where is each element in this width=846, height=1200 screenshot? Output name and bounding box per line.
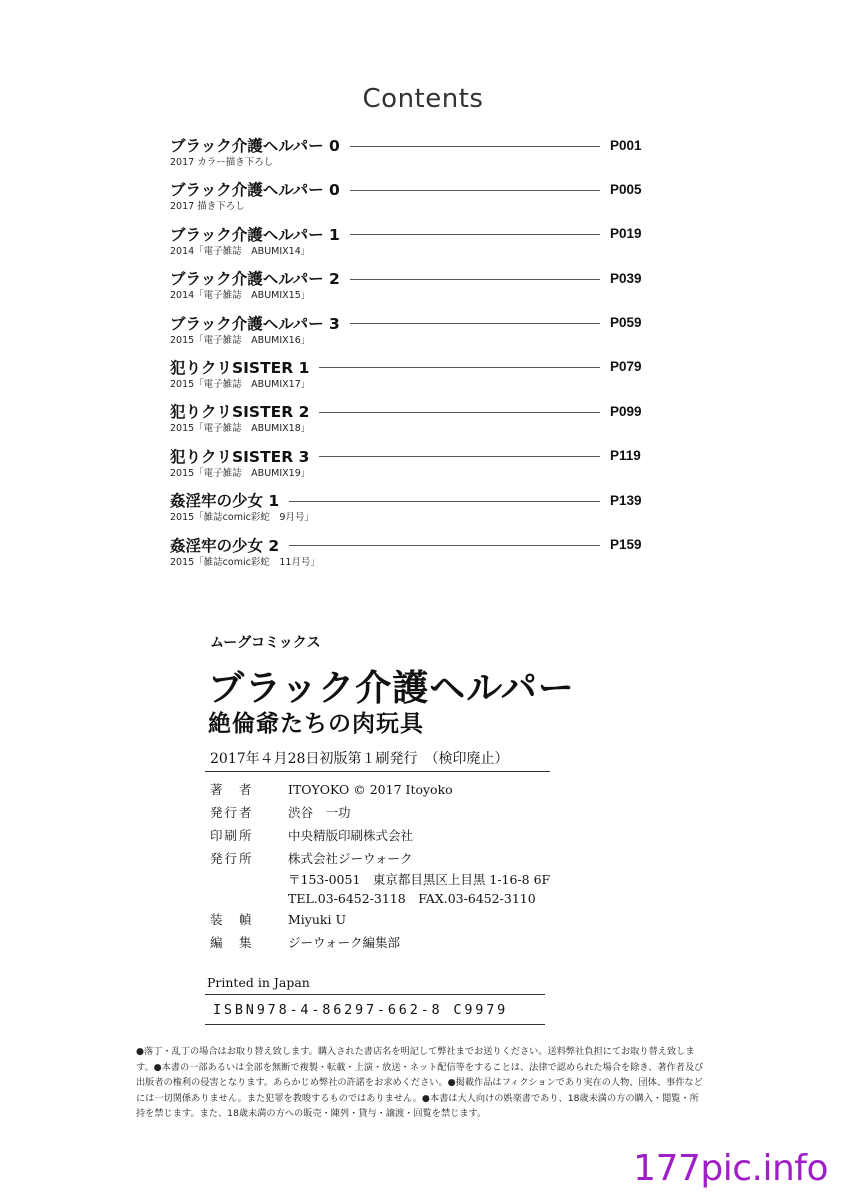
toc-leader-line [319, 367, 600, 368]
toc-heading-row [170, 312, 660, 334]
credit-key: 発行者 [210, 805, 254, 820]
toc-title: ブラック介護ヘルパー 3 [170, 314, 340, 333]
credit-row [210, 847, 630, 870]
legal-notice [136, 1044, 716, 1122]
book-title: ブラック介護ヘルパー [208, 668, 575, 709]
notice-line: ●落丁・乱丁の場合はお取り替え致します。購入された書店名を明記して弊社までお送りください。送料弊社負担にてお取り替え致しま [136, 1046, 695, 1057]
toc-title: ブラック介護ヘルパー 0 [170, 137, 340, 155]
credit-value: 中央精版印刷株式会社 [288, 828, 414, 843]
credit-key: 印刷所 [210, 828, 254, 843]
toc-page-number: P099 [610, 403, 642, 419]
toc-heading-row [170, 445, 660, 467]
toc-page-number: P139 [610, 492, 642, 508]
credits-block [210, 778, 630, 954]
toc-title: ブラック介護ヘルパー 1 [170, 225, 340, 244]
toc-leader-line [289, 501, 600, 502]
toc-title: 犯りクリSISTER 2 [170, 403, 310, 422]
publication-date: 2017年４月28日初版第１刷発行 （検印廃止） [210, 751, 509, 767]
toc-source: 2017 描き下ろし [170, 201, 245, 213]
toc-heading-row [170, 223, 660, 245]
toc-source: 2017 カラー描き下ろし [170, 157, 274, 168]
toc-page-number: P159 [610, 537, 642, 553]
toc-title: ブラック介護ヘルパー 0 [170, 181, 340, 200]
toc-leader-line [350, 190, 600, 191]
table-of-contents [170, 134, 660, 578]
toc-leader-line [319, 412, 600, 413]
toc-source: 2015「雑誌comic彩蛇 11月号」 [170, 556, 320, 568]
toc-source: 2015「雑誌comic彩蛇 9月号」 [170, 512, 314, 524]
comic-label: ムーグコミックス [210, 635, 321, 651]
printed-in: Printed in Japan [207, 975, 310, 990]
toc-title: 姦淫牢の少女 1 [170, 492, 280, 511]
toc-title: 姦淫牢の少女 2 [170, 536, 280, 555]
toc-heading-row [170, 489, 660, 511]
toc-source: 2015「電子雑誌 ABUMIX16」 [170, 334, 311, 346]
credit-row [210, 931, 630, 954]
credit-key: 発行所 [210, 851, 254, 866]
notice-line: す。●本書の一部あるいは全部を無断で複製・転載・上演・放送・ネット配信等をすることは、法律で認められた場合を除き、著作者及び [136, 1061, 704, 1073]
toc-page-number: P059 [610, 315, 642, 331]
toc-entry [170, 445, 660, 489]
address-line: 〒153-0051 東京都目黒区上目黒 1-16-8 6F [288, 872, 551, 887]
toc-title: 犯りクリSISTER 1 [170, 358, 310, 377]
credit-key: 装 幀 [210, 912, 254, 927]
toc-title: 犯りクリSISTER 3 [170, 447, 310, 466]
toc-page-number: P079 [610, 359, 642, 375]
toc-page-number: P001 [610, 137, 642, 153]
toc-heading-row [170, 356, 660, 378]
toc-source: 2015「電子雑誌 ABUMIX18」 [170, 423, 311, 435]
toc-leader-line [350, 279, 600, 280]
credit-row [210, 778, 630, 801]
toc-entry [170, 178, 660, 222]
credit-value: ITOYOKO © 2017 Itoyoko [288, 782, 453, 797]
notice-line: には一切関係ありません。また犯罪を教唆するものではありません。●本書は大人向けの娯楽書であり、18歳未満の方の購入・閲覧・所 [136, 1092, 699, 1104]
credit-key: 著 者 [210, 782, 254, 797]
address-line: TEL.03-6452-3118 FAX.03-6452-3110 [288, 891, 536, 906]
divider [205, 994, 545, 995]
credit-value: ジーウォーク編集部 [288, 935, 401, 950]
toc-leader-line [289, 545, 600, 546]
contents-heading: Contents [362, 84, 484, 114]
toc-page-number: P039 [610, 270, 642, 286]
toc-leader-line [350, 323, 600, 324]
divider [205, 771, 550, 772]
credit-row [210, 801, 630, 824]
credit-row [210, 908, 630, 931]
toc-entry [170, 489, 660, 533]
toc-source: 2015「電子雑誌 ABUMIX17」 [170, 378, 311, 390]
toc-heading-row [170, 178, 660, 200]
isbn: ISBN978-4-86297-662-8 C9979 [213, 1002, 509, 1018]
toc-page-number: P005 [610, 181, 642, 197]
site-watermark: 177pic.info [633, 1148, 828, 1189]
toc-heading-row [170, 267, 660, 289]
toc-heading-row [170, 134, 660, 156]
toc-leader-line [350, 234, 600, 235]
credit-row [210, 824, 630, 847]
toc-page-number: P119 [610, 448, 641, 464]
toc-heading-row [170, 534, 660, 556]
toc-source: 2014「電子雑誌 ABUMIX14」 [170, 245, 311, 257]
toc-entry [170, 223, 660, 267]
notice-line: 持を禁じます。また、18歳未満の方への販売・陳列・貸与・譲渡・回覧を禁じます。 [136, 1108, 487, 1119]
toc-entry [170, 400, 660, 444]
toc-entry [170, 134, 660, 178]
toc-page-number: P019 [610, 226, 642, 242]
notice-line: 出版者の権利の侵害となります。あらかじめ弊社の許諾をお求めください。●掲載作品はフィクションであり実在の人物、団体、事件など [136, 1077, 703, 1088]
toc-title: ブラック介護ヘルパー 2 [170, 270, 340, 289]
credit-value: 株式会社ジーウォーク [288, 851, 413, 866]
credit-value: Miyuki U [288, 912, 346, 927]
credit-value: 渋谷 一功 [288, 805, 351, 820]
toc-entry [170, 267, 660, 311]
toc-heading-row [170, 400, 660, 422]
toc-entry [170, 356, 660, 400]
toc-entry [170, 312, 660, 356]
toc-entry [170, 534, 660, 578]
toc-leader-line [350, 146, 600, 147]
toc-source: 2015「電子雑誌 ABUMIX19」 [170, 467, 311, 479]
toc-source: 2014「電子雑誌 ABUMIX15」 [170, 290, 311, 302]
toc-leader-line [319, 456, 600, 457]
book-subtitle: 絶倫爺たちの肉玩具 [208, 711, 424, 737]
credit-key: 編 集 [210, 935, 254, 950]
divider [205, 1024, 545, 1025]
